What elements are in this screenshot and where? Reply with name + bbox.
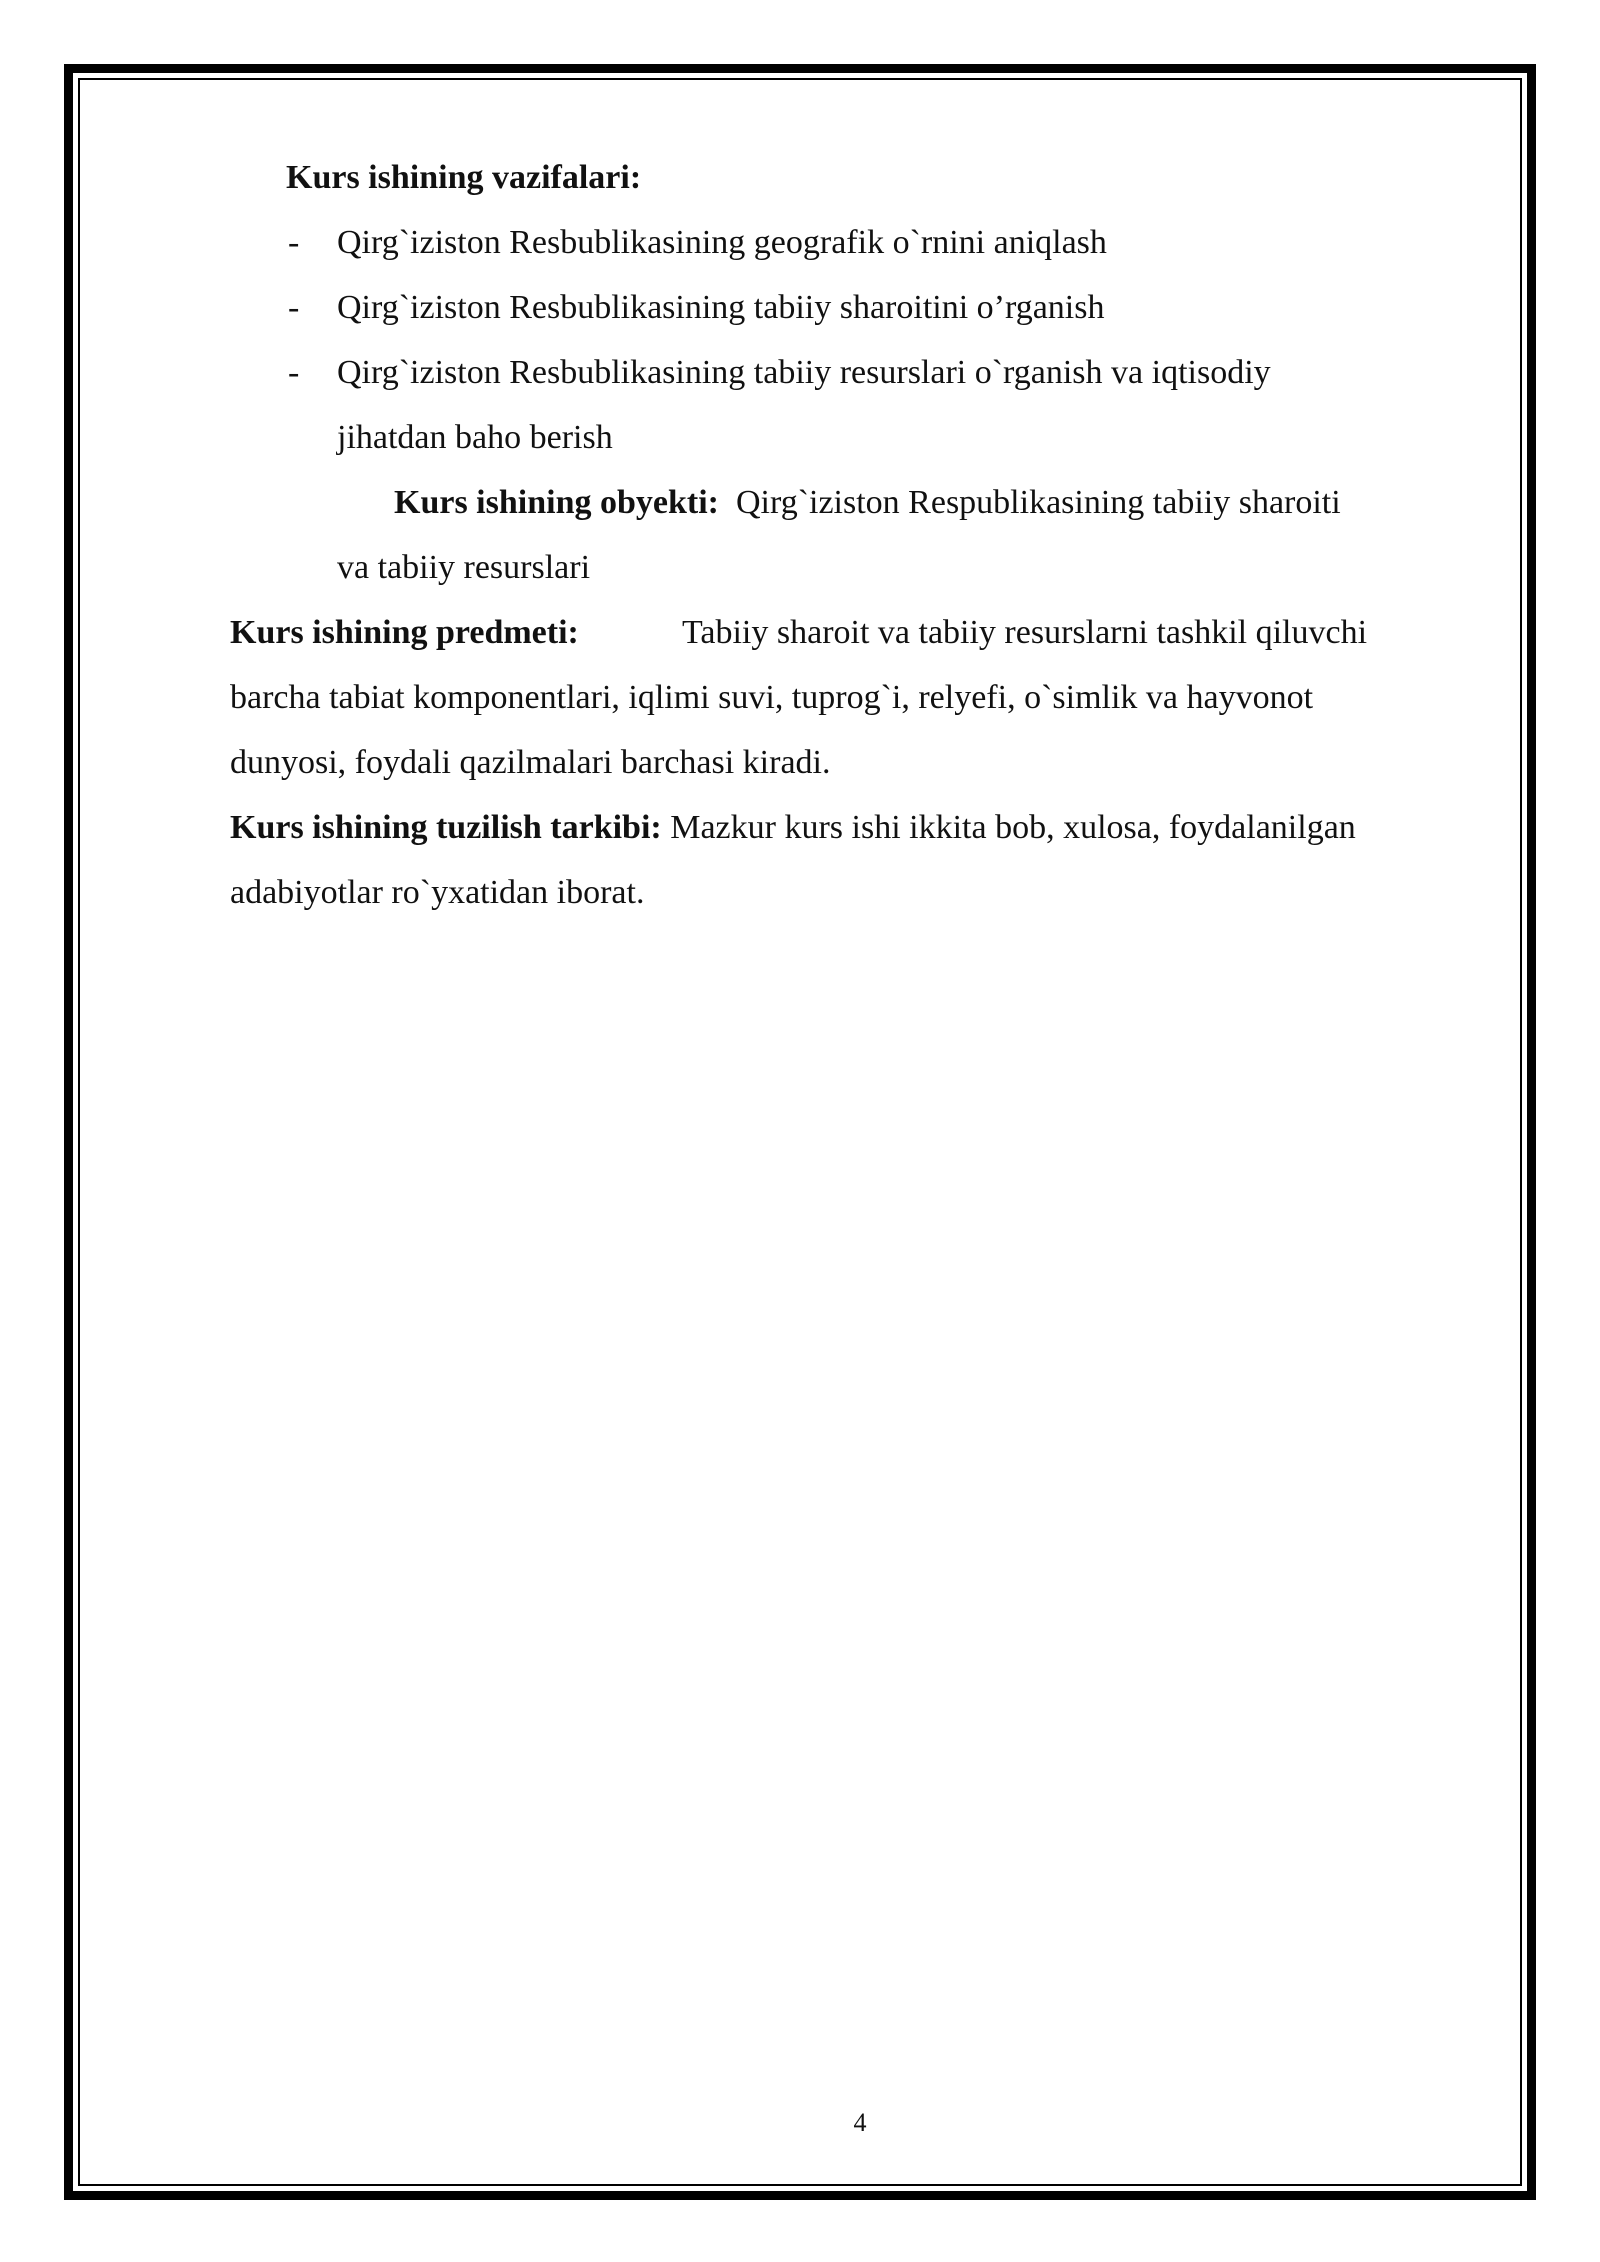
- object-text: Qirg`iziston Respublikasining tabiiy sharoiti: [735, 484, 1341, 521]
- object-paragraph: [394, 470, 1341, 535]
- page-number: 4: [853, 2108, 867, 2137]
- object-label: Kurs ishining obyekti:: [394, 484, 719, 521]
- task-bullet: -: [288, 289, 300, 326]
- structure-label: Kurs ishining tuzilish tarkibi:: [230, 809, 662, 846]
- subject-text: Tabiiy sharoit va tabiiy resurslarni tashkil qiluvchi: [682, 614, 1368, 651]
- subject-text-line-3: dunyosi, foydali qazilmalari barchasi kiradi.: [230, 744, 831, 781]
- task-item-2: Qirg`iziston Resbublikasining tabiiy sharoitini o’rganish: [337, 289, 1105, 326]
- subject-label: Kurs ishining predmeti:: [230, 614, 579, 651]
- structure-text-line-2: adabiyotlar ro`yxatidan iborat.: [230, 874, 645, 911]
- task-bullet: -: [288, 224, 300, 261]
- structure-text: Mazkur kurs ishi ikkita bob, xulosa, foydalanilgan: [670, 809, 1356, 846]
- subject-text-line-2: barcha tabiat komponentlari, iqlimi suvi, tuprog`i, relyefi, o`simlik va hayvonot: [230, 679, 1314, 716]
- subject-paragraph: [230, 600, 579, 665]
- object-text-continuation: va tabiiy resurslari: [337, 549, 591, 586]
- task-item-1: Qirg`iziston Resbublikasining geografik o`rnini aniqlash: [337, 224, 1107, 261]
- structure-paragraph: [230, 795, 1356, 860]
- tasks-heading: Kurs ishining vazifalari:: [286, 159, 642, 196]
- task-item-3-continuation: jihatdan baho berish: [337, 419, 613, 456]
- task-bullet: -: [288, 354, 300, 391]
- task-item-3: Qirg`iziston Resbublikasining tabiiy resurslari o`rganish va iqtisodiy: [337, 354, 1271, 391]
